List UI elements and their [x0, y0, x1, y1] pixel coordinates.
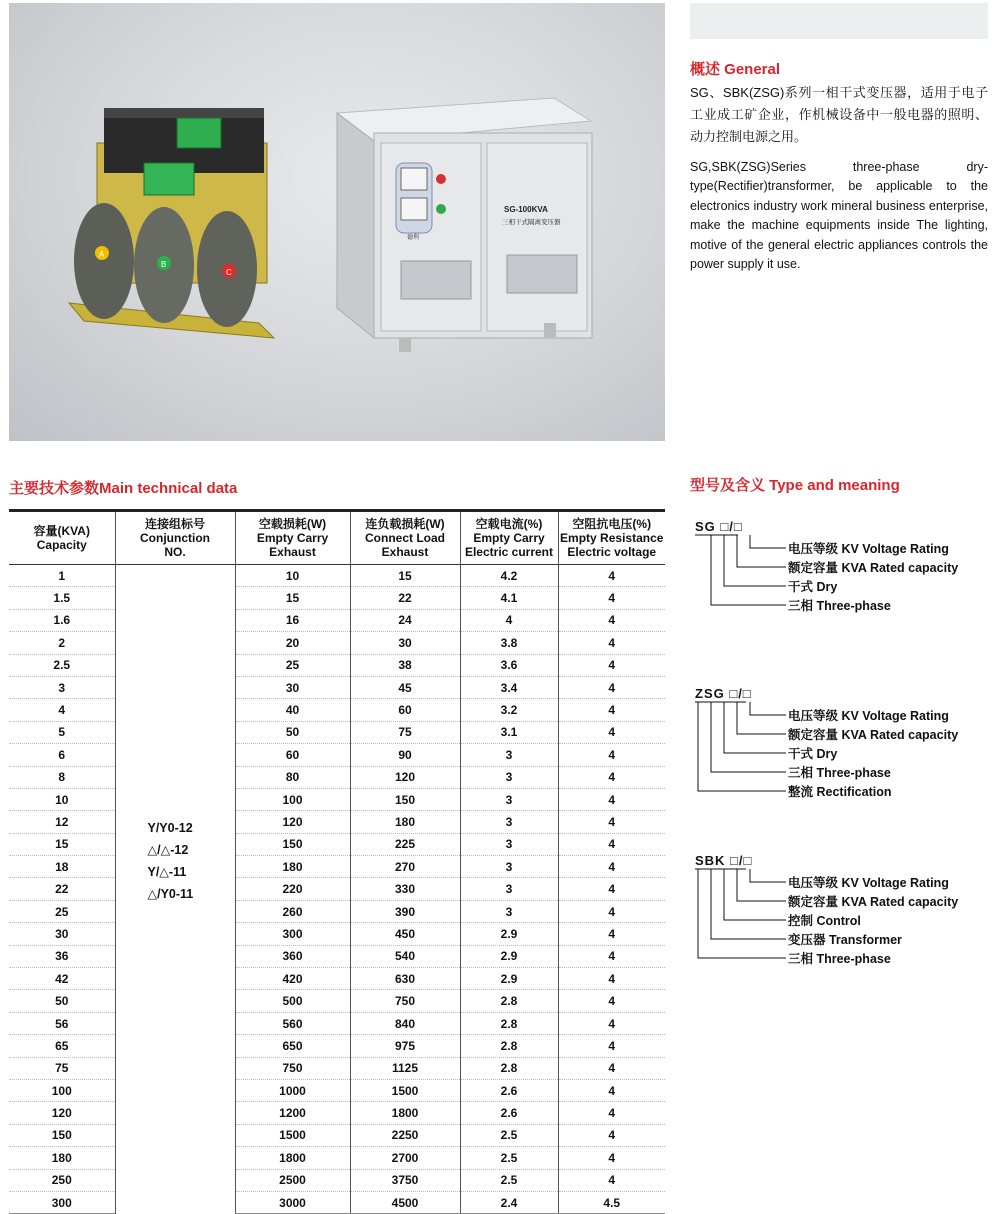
conjunction-value: Y/Y0-12	[147, 821, 193, 835]
column-header-line: 空载损耗(W)	[258, 517, 327, 531]
table-cell: 4.5	[558, 1191, 665, 1213]
table-cell: 4	[558, 900, 665, 922]
table-row	[9, 1169, 665, 1191]
general-cn-text: SG、SBK(ZSG)系列一相干式变压器，适用于电子工业成工矿企业，作机械设备中一般电器的照明、动力控制电源之用。	[690, 85, 988, 144]
phase-c-label: C	[226, 268, 232, 277]
table-row	[9, 1057, 665, 1079]
table-cell: 30	[235, 676, 350, 698]
table-cell: 10	[235, 565, 350, 587]
table-cell: 22	[9, 878, 115, 900]
table-row	[9, 990, 665, 1012]
table-cell: 4	[558, 990, 665, 1012]
table-cell: 42	[9, 968, 115, 990]
column-header-line: NO.	[164, 545, 186, 559]
table-cell: 2.9	[460, 945, 558, 967]
type-label: 电压等级 KV Voltage Rating	[788, 542, 949, 556]
bracket-line	[711, 702, 786, 772]
table-cell: 250	[9, 1169, 115, 1191]
table-cell: 25	[9, 900, 115, 922]
type-label: 额定容量 KVA Rated capacity	[788, 728, 959, 742]
table-cell: 4	[558, 721, 665, 743]
table-row	[9, 945, 665, 967]
table-cell: 3	[9, 676, 115, 698]
table-row	[9, 878, 665, 900]
bracket-line	[750, 535, 786, 548]
table-row	[9, 1035, 665, 1057]
table-cell: 65	[9, 1035, 115, 1057]
table-cell: 4	[558, 1102, 665, 1124]
bracket-line	[724, 535, 786, 586]
table-cell: 4.2	[460, 565, 558, 587]
table-row	[9, 565, 665, 587]
bracket-line	[737, 702, 786, 734]
column-header	[558, 511, 665, 565]
table-cell: 4.1	[460, 587, 558, 609]
table-cell: 840	[350, 1012, 460, 1034]
table-cell: 50	[9, 990, 115, 1012]
bracket-line	[724, 869, 786, 920]
table-cell: 2.8	[460, 1035, 558, 1057]
bracket-line	[724, 702, 786, 753]
column-header	[9, 511, 115, 565]
table-cell: 16	[235, 609, 350, 631]
table-cell: 750	[350, 990, 460, 1012]
table-cell: 2.5	[460, 1124, 558, 1146]
table-cell: 4	[460, 609, 558, 631]
type-diagram	[690, 853, 990, 966]
table-cell: 390	[350, 900, 460, 922]
table-cell: 4	[558, 1124, 665, 1146]
table-cell: 5	[9, 721, 115, 743]
table-cell: 3000	[235, 1191, 350, 1213]
table-cell: 3.1	[460, 721, 558, 743]
table-cell: 3.4	[460, 676, 558, 698]
table-cell: 975	[350, 1035, 460, 1057]
conjunction-value: △/△-12	[147, 843, 189, 857]
type-label: 干式 Dry	[788, 747, 838, 761]
table-cell: 1.6	[9, 609, 115, 631]
table-cell: 120	[350, 766, 460, 788]
table-cell: 75	[9, 1057, 115, 1079]
table-row	[9, 676, 665, 698]
table-row	[9, 699, 665, 721]
table-cell: 225	[350, 833, 460, 855]
table-cell: 2.9	[460, 923, 558, 945]
table-cell: 3	[460, 811, 558, 833]
table-row	[9, 1191, 665, 1213]
table-cell: 56	[9, 1012, 115, 1034]
table-cell: 2.5	[460, 1169, 558, 1191]
type-diagram	[690, 519, 990, 629]
table-cell: 4	[558, 833, 665, 855]
table-cell: 15	[350, 565, 460, 587]
table-cell: 1.5	[9, 587, 115, 609]
table-cell: 4	[558, 856, 665, 878]
table-row	[9, 766, 665, 788]
type-label: 额定容量 KVA Rated capacity	[788, 561, 959, 575]
table-cell: 420	[235, 968, 350, 990]
table-cell: 3	[460, 788, 558, 810]
table-cell: 12	[9, 811, 115, 833]
table-cell: 2.8	[460, 990, 558, 1012]
table-cell: 300	[9, 1191, 115, 1213]
table-cell: 36	[9, 945, 115, 967]
table-cell: 6	[9, 744, 115, 766]
type-label: 干式 Dry	[788, 580, 838, 594]
table-cell: 4	[558, 699, 665, 721]
table-cell: 75	[350, 721, 460, 743]
cabinet-model-label: SG-100KVA	[504, 205, 548, 214]
table-cell: 180	[9, 1147, 115, 1169]
table-cell: 1200	[235, 1102, 350, 1124]
column-header	[460, 511, 558, 565]
table-cell: 4	[558, 632, 665, 654]
column-header	[235, 511, 350, 565]
column-header-line: 连负载损耗(W)	[365, 517, 445, 531]
bracket-line	[750, 869, 786, 882]
column-header-line: Connect Load	[365, 531, 445, 545]
column-header-line: Empty Carry	[473, 531, 545, 545]
table-cell: 150	[350, 788, 460, 810]
table-row	[9, 856, 665, 878]
table-cell: 3	[460, 878, 558, 900]
table-row	[9, 1102, 665, 1124]
table-cell: 2500	[235, 1169, 350, 1191]
table-cell: 150	[235, 833, 350, 855]
table-cell: 2.5	[9, 654, 115, 676]
bracket-line	[711, 869, 786, 939]
type-label: 额定容量 KVA Rated capacity	[788, 895, 959, 909]
table-row	[9, 788, 665, 810]
table-cell: 180	[350, 811, 460, 833]
table-cell: 220	[235, 878, 350, 900]
table-cell: 4	[558, 923, 665, 945]
table-cell: 4	[9, 699, 115, 721]
type-code: SBK □/□	[695, 853, 753, 868]
table-cell: 4	[558, 1057, 665, 1079]
table-row	[9, 609, 665, 631]
table-cell: 3.2	[460, 699, 558, 721]
table-cell: 4	[558, 878, 665, 900]
table-cell: 45	[350, 676, 460, 698]
table-cell: 2	[9, 632, 115, 654]
column-header	[350, 511, 460, 565]
table-cell: 300	[235, 923, 350, 945]
table-cell: 4	[558, 744, 665, 766]
table-row	[9, 1079, 665, 1101]
cabinet-transformer	[337, 98, 592, 352]
table-cell: 560	[235, 1012, 350, 1034]
column-header-line: Capacity	[36, 538, 87, 552]
bracket-lines	[690, 853, 790, 963]
table-cell: 4	[558, 1035, 665, 1057]
column-header-line: 空载电流(%)	[475, 517, 543, 531]
table-cell: 8	[9, 766, 115, 788]
table-cell: 330	[350, 878, 460, 900]
bracket-line	[750, 702, 786, 715]
table-cell: 120	[235, 811, 350, 833]
table-cell: 540	[350, 945, 460, 967]
column-header-line: Empty Resistance	[560, 531, 664, 545]
table-cell: 4500	[350, 1191, 460, 1213]
column-header-line: 连接组标号	[144, 517, 205, 531]
table-row	[9, 968, 665, 990]
table-cell: 2.9	[460, 968, 558, 990]
table-cell: 2700	[350, 1147, 460, 1169]
table-cell: 4	[558, 1147, 665, 1169]
table-cell: 3	[460, 833, 558, 855]
table-cell: 270	[350, 856, 460, 878]
table-cell: 4	[558, 945, 665, 967]
type-label: 电压等级 KV Voltage Rating	[788, 709, 949, 723]
general-en-text: SG,SBK(ZSG)Series three-phase dry-type(Rectifier)transformer, be applicable to the electronics industry work mineral business enterprise, make the machine equipments inside The lighting, motive of the general electric appliances controls the power supply it use.	[690, 160, 988, 272]
column-header-line: 空阻抗电压(%)	[572, 517, 652, 531]
table-cell: 3.6	[460, 654, 558, 676]
table-cell: 180	[235, 856, 350, 878]
type-label: 整流 Rectification	[788, 785, 892, 799]
table-cell: 2.5	[460, 1147, 558, 1169]
table-cell: 1	[58, 568, 66, 583]
table-cell: 4	[558, 811, 665, 833]
table-cell: 100	[235, 788, 350, 810]
table-cell: 3	[460, 744, 558, 766]
table-cell: 260	[235, 900, 350, 922]
table-cell: 25	[235, 654, 350, 676]
table-cell: 4	[558, 676, 665, 698]
table-cell: 4	[558, 788, 665, 810]
table-cell: 2.4	[460, 1191, 558, 1213]
table-row	[9, 923, 665, 945]
table-row	[9, 811, 665, 833]
table-cell: 4	[558, 968, 665, 990]
table-cell: 3.8	[460, 632, 558, 654]
table-cell: 360	[235, 945, 350, 967]
table-cell: 1500	[350, 1079, 460, 1101]
table-row	[9, 587, 665, 609]
table-cell: 2.8	[460, 1012, 558, 1034]
table-cell: 60	[235, 744, 350, 766]
column-header-line: Electric current	[464, 545, 554, 559]
table-row	[9, 900, 665, 922]
table-cell: 90	[350, 744, 460, 766]
column-header-line: Empty Carry	[256, 531, 329, 545]
table-cell: 20	[235, 632, 350, 654]
table-cell: 24	[350, 609, 460, 631]
table-cell: 4	[558, 609, 665, 631]
table-cell: 4	[558, 1079, 665, 1101]
table-cell: 500	[235, 990, 350, 1012]
table-cell: 1000	[235, 1079, 350, 1101]
table-cell: 38	[350, 654, 460, 676]
spec-table	[9, 509, 665, 1214]
table-row	[9, 1012, 665, 1034]
bracket-line	[737, 869, 786, 901]
general-title: 概述 General	[690, 61, 781, 78]
table-cell: 3	[460, 900, 558, 922]
type-label: 三相 Three-phase	[788, 766, 891, 780]
table-cell: 3	[460, 766, 558, 788]
tech-title: 主要技术参数Main technical data	[9, 480, 238, 497]
table-cell: 2250	[350, 1124, 460, 1146]
table-cell: 450	[350, 923, 460, 945]
table-row	[9, 1147, 665, 1169]
column-header-line: Exhaust	[269, 545, 316, 559]
bracket-lines	[690, 519, 790, 629]
type-diagram	[690, 686, 990, 799]
column-header-line: Conjunction	[140, 531, 210, 545]
column-header	[115, 511, 235, 565]
column-header-line: 容量(KVA)	[33, 524, 90, 538]
table-row	[9, 833, 665, 855]
conjunction-cell	[115, 565, 235, 1214]
table-cell: 1500	[235, 1124, 350, 1146]
cabinet-sub-label: 三相干式隔离变压器	[502, 218, 561, 226]
table-cell: 4	[558, 1012, 665, 1034]
bracket-line	[711, 535, 786, 605]
table-cell: 2.6	[460, 1079, 558, 1101]
table-row	[9, 1124, 665, 1146]
type-label: 控制 Control	[788, 914, 861, 928]
table-row	[9, 632, 665, 654]
table-cell: 1800	[350, 1102, 460, 1124]
table-cell: 4	[558, 1169, 665, 1191]
table-cell: 40	[235, 699, 350, 721]
table-cell: 15	[9, 833, 115, 855]
table-cell: 3	[460, 856, 558, 878]
table-cell: 150	[9, 1124, 115, 1146]
type-label: 三相 Three-phase	[788, 952, 891, 966]
table-cell: 4	[558, 654, 665, 676]
table-cell: 630	[350, 968, 460, 990]
table-cell: 30	[350, 632, 460, 654]
bracket-lines	[690, 686, 790, 796]
open-transformer	[69, 108, 274, 338]
table-cell: 80	[235, 766, 350, 788]
table-cell: 18	[9, 856, 115, 878]
phase-b-label: B	[161, 260, 167, 269]
table-cell: 22	[350, 587, 460, 609]
table-cell: 120	[9, 1102, 115, 1124]
table-cell: 2.8	[460, 1057, 558, 1079]
type-code: SG □/□	[695, 519, 743, 534]
table-cell: 100	[9, 1079, 115, 1101]
brand-text: 德利	[407, 234, 420, 241]
transformer-illustration	[9, 3, 665, 441]
product-photo	[9, 3, 665, 441]
table-cell: 50	[235, 721, 350, 743]
table-cell: 3750	[350, 1169, 460, 1191]
table-cell: 10	[9, 788, 115, 810]
table-cell: 4	[558, 565, 665, 587]
table-cell: 750	[235, 1057, 350, 1079]
table-cell: 4	[558, 766, 665, 788]
table-cell: 15	[235, 587, 350, 609]
column-header-line: Exhaust	[381, 545, 429, 559]
conjunction-value: △/Y0-11	[147, 887, 194, 901]
type-label: 三相 Three-phase	[788, 599, 891, 613]
type-label: 变压器 Transformer	[788, 933, 902, 947]
phase-a-label: A	[99, 250, 105, 259]
top-bar	[690, 3, 988, 39]
bracket-line	[737, 535, 786, 567]
table-cell: 1800	[235, 1147, 350, 1169]
type-meaning-title: 型号及含义 Type and meaning	[690, 477, 900, 494]
table-row	[9, 744, 665, 766]
table-cell: 1125	[350, 1057, 460, 1079]
type-code: ZSG □/□	[695, 686, 752, 701]
conjunction-value: Y/△-11	[147, 865, 187, 879]
table-cell: 30	[9, 923, 115, 945]
table-cell: 4	[558, 587, 665, 609]
table-row	[9, 721, 665, 743]
column-header-line: Electric voltage	[567, 545, 657, 559]
table-cell: 650	[235, 1035, 350, 1057]
table-row	[9, 654, 665, 676]
table-cell: 60	[350, 699, 460, 721]
type-label: 电压等级 KV Voltage Rating	[788, 876, 949, 890]
table-cell: 2.6	[460, 1102, 558, 1124]
